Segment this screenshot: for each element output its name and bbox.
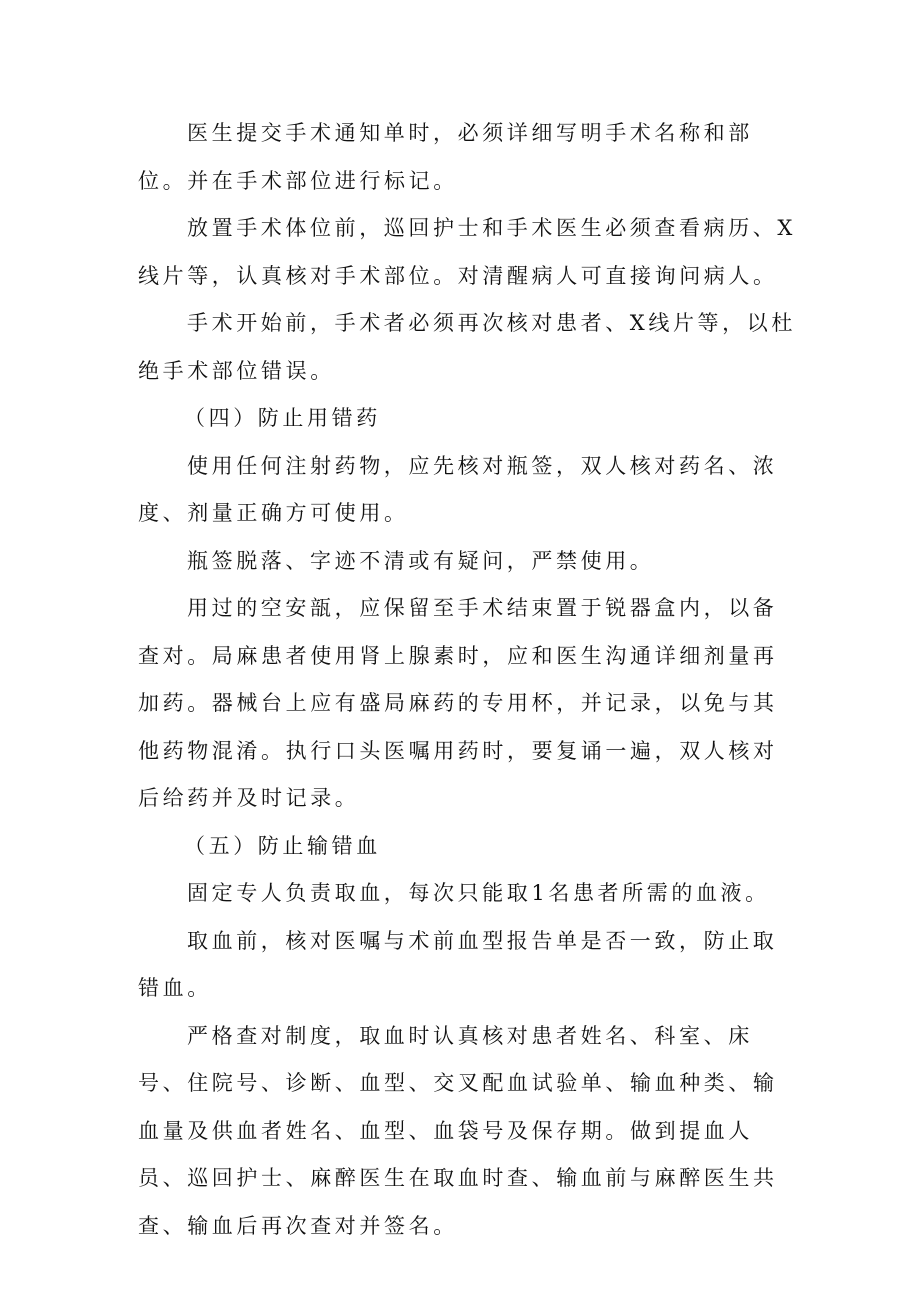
paragraph-positioning-check: 放置手术体位前，巡回护士和手术医生必须查看病历、X线片等，认真核对手术部位。对清醒病人可直接询问病人。: [138, 216, 796, 288]
section-heading-blood: （五）防止输错血: [184, 833, 381, 858]
paragraph-ampoule-retention: 用过的空安瓿，应保留至手术结束置于锐器盒内，以备查对。局麻患者使用肾上腺素时，应和医生沟通详细剂量再加药。器械台上应有盛局麻药的专用杯，并记录，以免与其他药物混淆。执行口头医嘱用药时，要复诵一遍，双人核对后给药并及时记录。: [138, 596, 778, 810]
document-body: [138, 110, 798, 1250]
paragraph-surgery-notice: 医生提交手术通知单时，必须详细写明手术名称和部位。并在手术部位进行标记。: [138, 121, 753, 193]
paragraph-blood-precheck: 取血前，核对医嘱与术前血型报告单是否一致，防止取错血。: [138, 928, 778, 1000]
paragraph-label-missing: 瓶签脱落、字迹不清或有疑问，严禁使用。: [187, 548, 655, 573]
section-heading-medication: （四）防止用错药: [184, 406, 381, 430]
paragraph-blood-collector: 固定专人负责取血，每次只能取1名患者所需的血液。: [187, 881, 770, 905]
paragraph-blood-verification: 严格查对制度，取血时认真核对患者姓名、科室、床号、住院号、诊断、血型、交叉配血试验单、输血种类、输血量及供血者姓名、血型、血袋号及保存期。做到提血人员、巡回护士、麻醉医生在取血时查、输血前与麻醉医生共查、输血后再次查对并签名。: [138, 1023, 778, 1238]
paragraph-pre-surgery-check: 手术开始前，手术者必须再次核对患者、X线片等，以杜绝手术部位错误。: [138, 311, 796, 383]
paragraph-injection-check: 使用任何注射药物，应先核对瓶签，双人核对药名、浓度、剂量正确方可使用。: [138, 453, 778, 525]
